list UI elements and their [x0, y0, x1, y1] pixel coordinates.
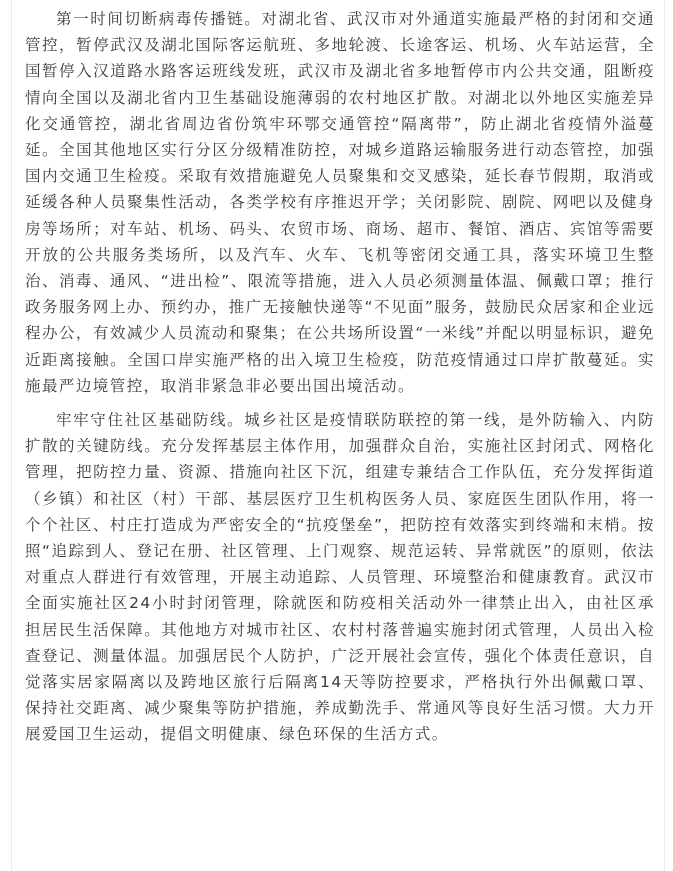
paragraph-cut-transmission-chain: 第一时间切断病毒传播链。对湖北省、武汉市对外通道实施最严格的封闭和交通管控，暂停武汉及湖北国际客运航班、多地轮渡、长途客运、机场、火车站运营，全国暂停入汉道路水路客运班线发班，武汉市及湖北省多地暂停市内公共交通，阻断疫情向全国以及湖北省内卫生基础设施薄弱的农村地区扩散。对湖北以外地区实施差异化交通管控，湖北省周边省份筑牢环鄂交通管控“隔离带”，防止湖北省疫情外溢蔓延。全国其他地区实行分区分级精准防控，对城乡道路运输服务进行动态管控，加强国内交通卫生检疫。采取有效措施避免人员聚集和交叉感染，延长春节假期，取消或延缓各种人员聚集性活动，各类学校有序推迟开学；关闭影院、剧院、网吧以及健身房等场所；对车站、机场、码头、农贸市场、商场、超市、餐馆、酒店、宾馆等需要开放的公共服务类场所，以及汽车、火车、飞机等密闭交通工具，落实环境卫生整治、消毒、通风、“进出检”、限流等措施，进入人员必须测量体温、佩戴口罩；推行政务服务网上办、预约办，推广无接触快递等“不见面”服务，鼓励民众居家和企业远程办公，有效减少人员流动和聚集；在公共场所设置“一米线”并配以明显标识，避免近距离接触。全国口岸实施严格的出入境卫生检疫，防范疫情通过口岸扩散蔓延。实施最严边境管控，取消非紧急非必要出国出境活动。 [25, 10, 655, 395]
paragraph-community-defense-line: 牢牢守住社区基础防线。城乡社区是疫情联防联控的第一线，是外防输入、内防扩散的关键防线。充分发挥基层主体作用，加强群众自治，实施社区封闭式、网格化管理，把防控力量、资源、措施向社区下沉，组建专兼结合工作队伍，充分发挥街道（乡镇）和社区（村）干部、基层医疗卫生机构医务人员、家庭医生团队作用，将一个个社区、村庄打造成为严密安全的“抗疫堡垒”，把防控有效落实到终端和末梢。按照“追踪到人、登记在册、社区管理、上门观察、规范运转、异常就医”的原则，依法对重点人群进行有效管理，开展主动追踪、人员管理、环境整治和健康教育。武汉市全面实施社区24小时封闭管理，除就医和防疫相关活动外一律禁止出入，由社区承担居民生活保障。其他地方对城市社区、农村村落普遍实施封闭式管理，人员出入检查登记、测量体温。加强居民个人防护，广泛开展社会宣传，强化个体责任意识，自觉落实居家隔离以及跨地区旅行后隔离14天等防控要求，严格执行外出佩戴口罩、保持社交距离、减少聚集等防护措施，养成勤洗手、常通风等良好生活习惯。大力开展爱国卫生运动，提倡文明健康、绿色环保的生活方式。 [25, 411, 655, 744]
document-page [12, 0, 664, 871]
article-body [25, 6, 655, 748]
